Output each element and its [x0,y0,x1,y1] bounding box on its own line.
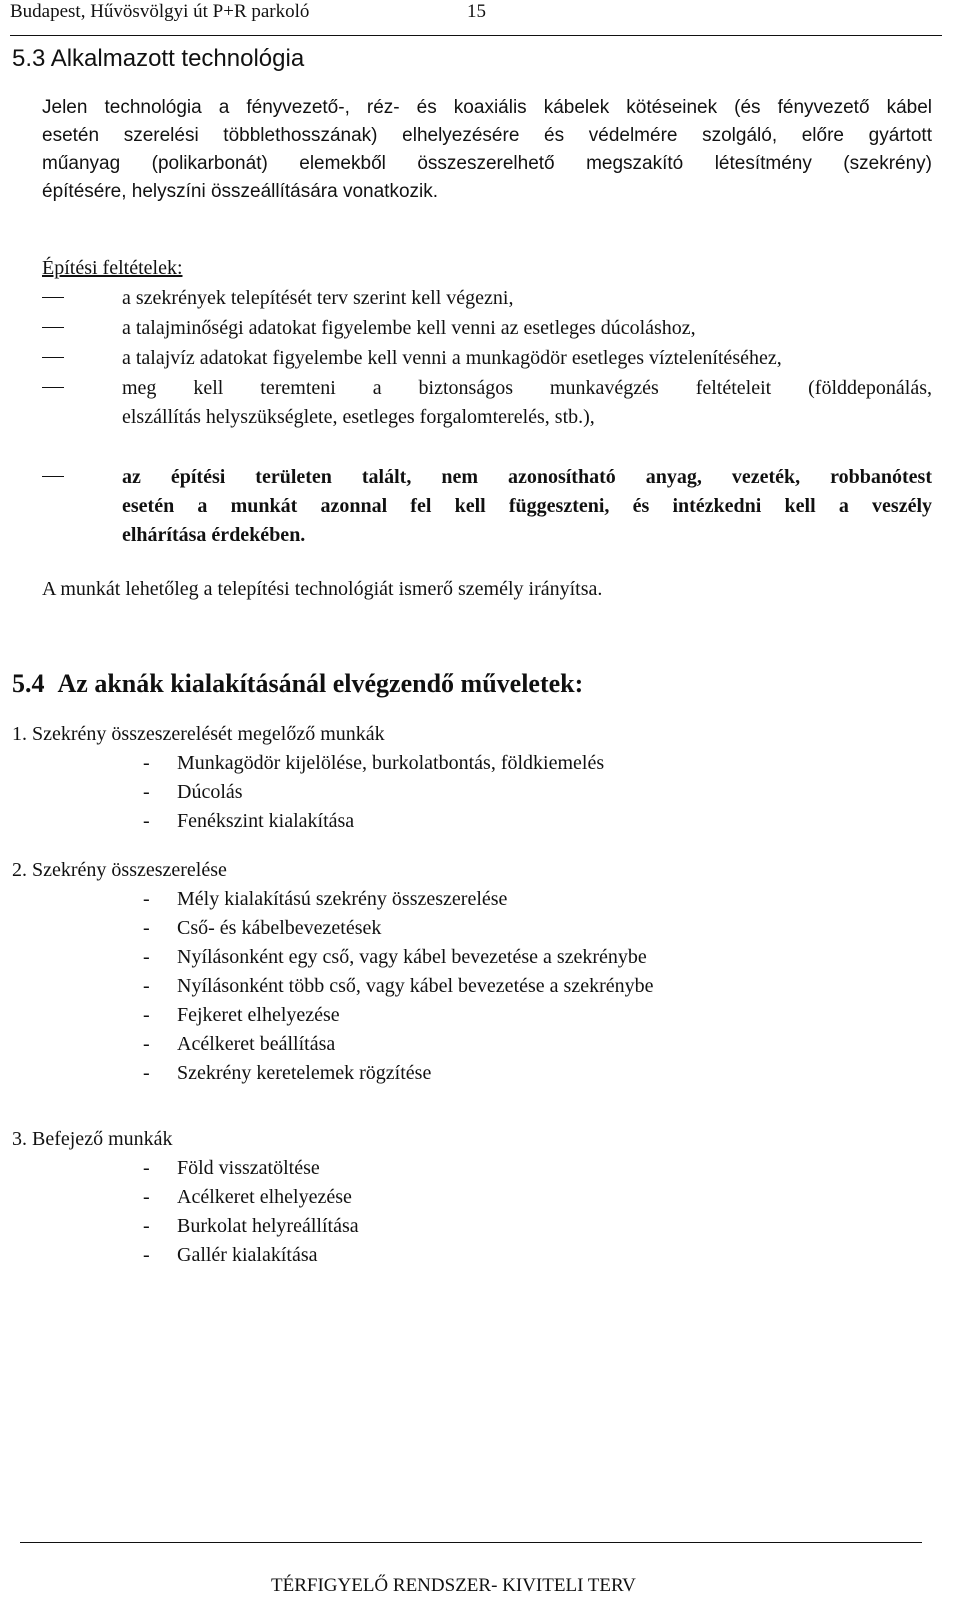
dash-bullet-icon [42,476,64,477]
header-divider [10,35,942,36]
intro-line: műanyag (polikarbonát) elemekből összeszerelhető megszakító létesítmény (szekrény) [42,153,932,174]
running-header-title: Budapest, Hűvösvölgyi út P+R parkoló [10,1,310,22]
condition-item: a szekrények telepítését terv szerint kell végezni, [42,284,932,313]
list-item: - Gallér kialakítása [143,1244,318,1266]
list-item: - Szekrény keretelemek rögzítése [143,1062,432,1084]
list-item: - Nyílásonként több cső, vagy kábel bevezetése a szekrénybe [143,975,654,997]
group-title: 1. Szekrény összeszerelését megelőző munkák [12,723,385,745]
dash-bullet-icon [42,327,64,328]
group-title: 2. Szekrény összeszerelése [12,859,227,881]
section-5-3-heading: 5.3 Alkalmazott technológia [12,45,305,72]
list-item: - Cső- és kábelbevezetések [143,917,382,939]
list-item: - Acélkeret elhelyezése [143,1186,352,1208]
conditions-label: Építési feltételek: [42,257,183,279]
dash-bullet-icon [42,297,64,298]
condition-item: a talajvíz adatokat figyelembe kell venni a munkagödör esetleges víztelenítéséhez, [42,344,932,373]
list-item: - Fejkeret elhelyezése [143,1004,340,1026]
list-item: - Acélkeret beállítása [143,1033,336,1055]
dash-bullet-icon [42,357,64,358]
condition-item: a talajminőségi adatokat figyelembe kell venni az esetleges dúcoláshoz, [42,314,932,343]
list-item: - Munkagödör kijelölése, burkolatbontás, földkiemelés [143,752,605,774]
dash-bullet-icon [42,387,64,388]
section-5-3-intro [42,94,932,206]
page-number: 15 [467,1,486,22]
condition-item: meg kell teremteni a biztonságos munkavégzés feltételeit (földdeponálás, elszállítás helyszükséglete, esetleges forgalomterelés, stb.), [42,374,932,432]
list-item: - Fenékszint kialakítása [143,810,355,832]
intro-line: Jelen technológia a fényvezető-, réz- és koaxiális kábelek kötéseinek (és fényvezető kábel [42,97,932,118]
list-item: - Dúcolás [143,781,243,803]
section-5-4-heading: 5.4 Az aknák kialakításánál elvégzendő műveletek: [12,669,584,698]
list-item: - Mély kialakítású szekrény összeszerelése [143,888,508,910]
closing-sentence: A munkát lehetőleg a telepítési technológiát ismerő személy irányítsa. [42,578,603,600]
list-item: - Föld visszatöltése [143,1157,320,1179]
intro-line: esetén szerelési többlethosszának) elhelyezésére és védelmére szolgáló, előre gyártott [42,125,932,146]
running-footer: TÉRFIGYELŐ RENDSZER- KIVITELI TERV [271,1575,636,1596]
intro-line: építésére, helyszíni összeállítására vonatkozik. [42,181,439,202]
warning-item: az építési területen talált, nem azonosítható anyag, vezeték, robbanótest esetén a munkát azonnal fel kell függeszteni, és intézkedni kell a veszély elhárítása érdekében. [42,463,932,553]
footer-divider [20,1542,922,1543]
list-item: - Burkolat helyreállítása [143,1215,359,1237]
list-item: - Nyílásonként egy cső, vagy kábel bevezetése a szekrénybe [143,946,647,968]
group-title: 3. Befejező munkák [12,1128,173,1150]
